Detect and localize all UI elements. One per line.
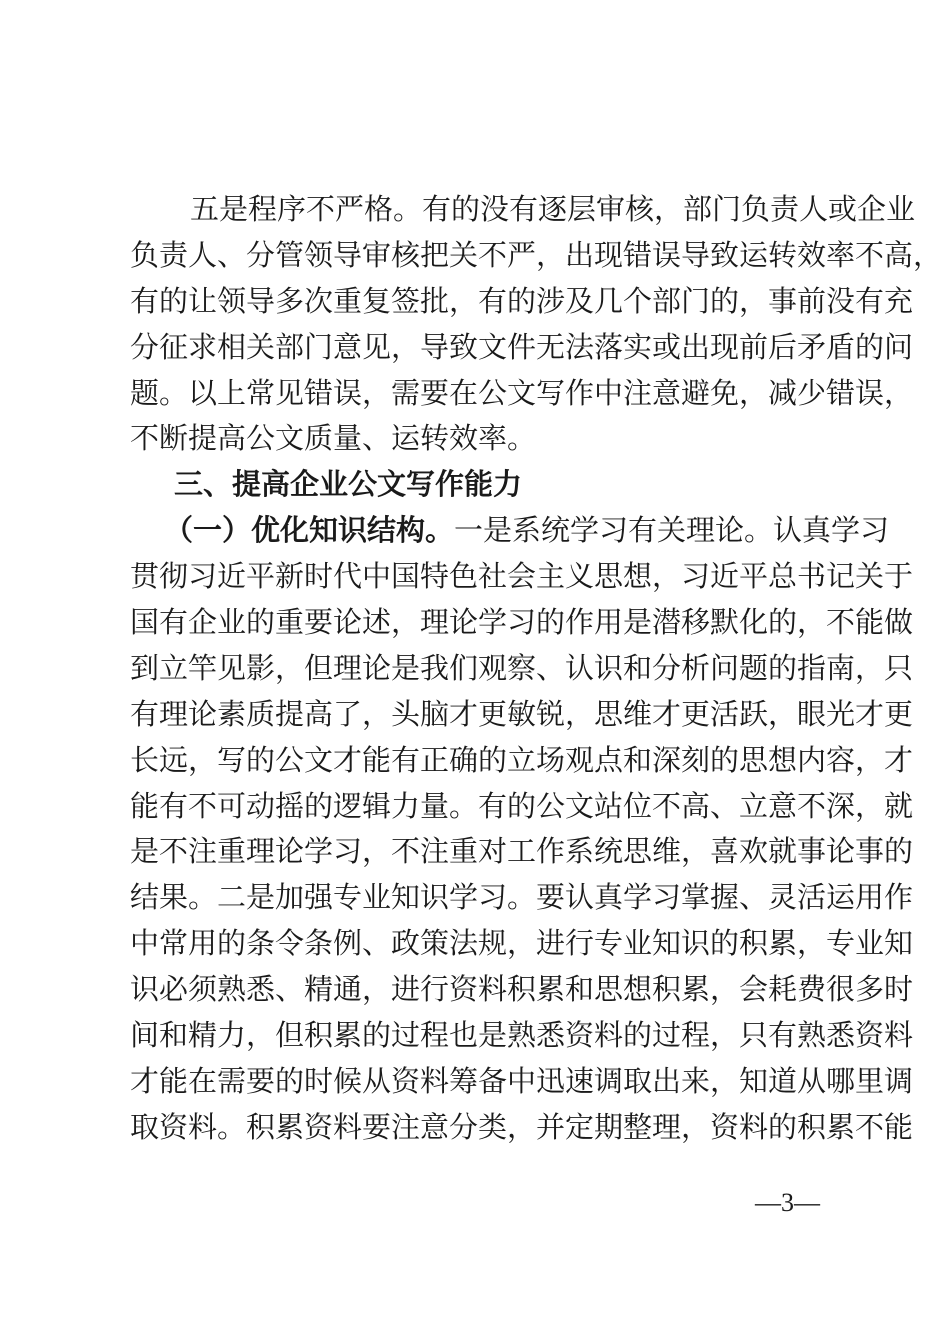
text-line: 长远，写的公文才能有正确的立场观点和深刻的思想内容，才 [130,742,914,777]
text-line: 结果。二是加强专业知识学习。要认真学习掌握、灵活运用作 [130,880,914,915]
text-line: 负责人、分管领导审核把关不严，出现错误导致运转效率不高， [130,237,943,272]
page-number: —3— [755,1188,820,1217]
text-line: 国有企业的重要论述，理论学习的作用是潜移默化的，不能做 [130,605,914,640]
subsection-lead: （一）优化知识结构。 [164,513,455,548]
text-line: 不断提高公文质量、运转效率。 [130,421,537,456]
text-line: 到立竿见影，但理论是我们观察、认识和分析问题的指南，只 [130,650,914,685]
text-line: 有的让领导多次重复签批，有的涉及几个部门的，事前没有充 [130,283,914,318]
text-line: 取资料。积累资料要注意分类，并定期整理，资料的积累不能 [130,1109,914,1144]
text-line: 五是程序不严格。有的没有逐层审核，部门负责人或企业 [190,192,916,226]
text-line: 中常用的条令条例、政策法规，进行专业知识的积累，专业知 [130,926,914,961]
text-line: 间和精力，但积累的过程也是熟悉资料的过程，只有熟悉资料 [130,1018,914,1053]
text-line: 才能在需要的时候从资料筹备中迅速调取出来，知道从哪里调 [130,1063,914,1098]
text-span: 一是系统学习有关理论。认真学习 [454,513,890,548]
text-line: 有理论素质提高了，头脑才更敏锐，思维才更活跃，眼光才更 [130,696,914,731]
text-line: 是不注重理论学习，不注重对工作系统思维，喜欢就事论事的 [130,834,914,869]
section-heading: 三、提高企业公文写作能力 [174,467,523,502]
text-line: 分征求相关部门意见，导致文件无法落实或出现前后矛盾的问 [130,329,914,364]
text-line: 贯彻习近平新时代中国特色社会主义思想，习近平总书记关于 [130,559,914,594]
text-line: 题。以上常见错误，需要在公文写作中注意避免，减少错误， [130,375,914,410]
document-body [130,187,943,1151]
text-line: 能有不可动摇的逻辑力量。有的公文站位不高、立意不深，就 [130,788,914,823]
text-line [130,508,890,554]
text-line: 识必须熟悉、精通，进行资料积累和思想积累，会耗费很多时 [130,972,914,1007]
